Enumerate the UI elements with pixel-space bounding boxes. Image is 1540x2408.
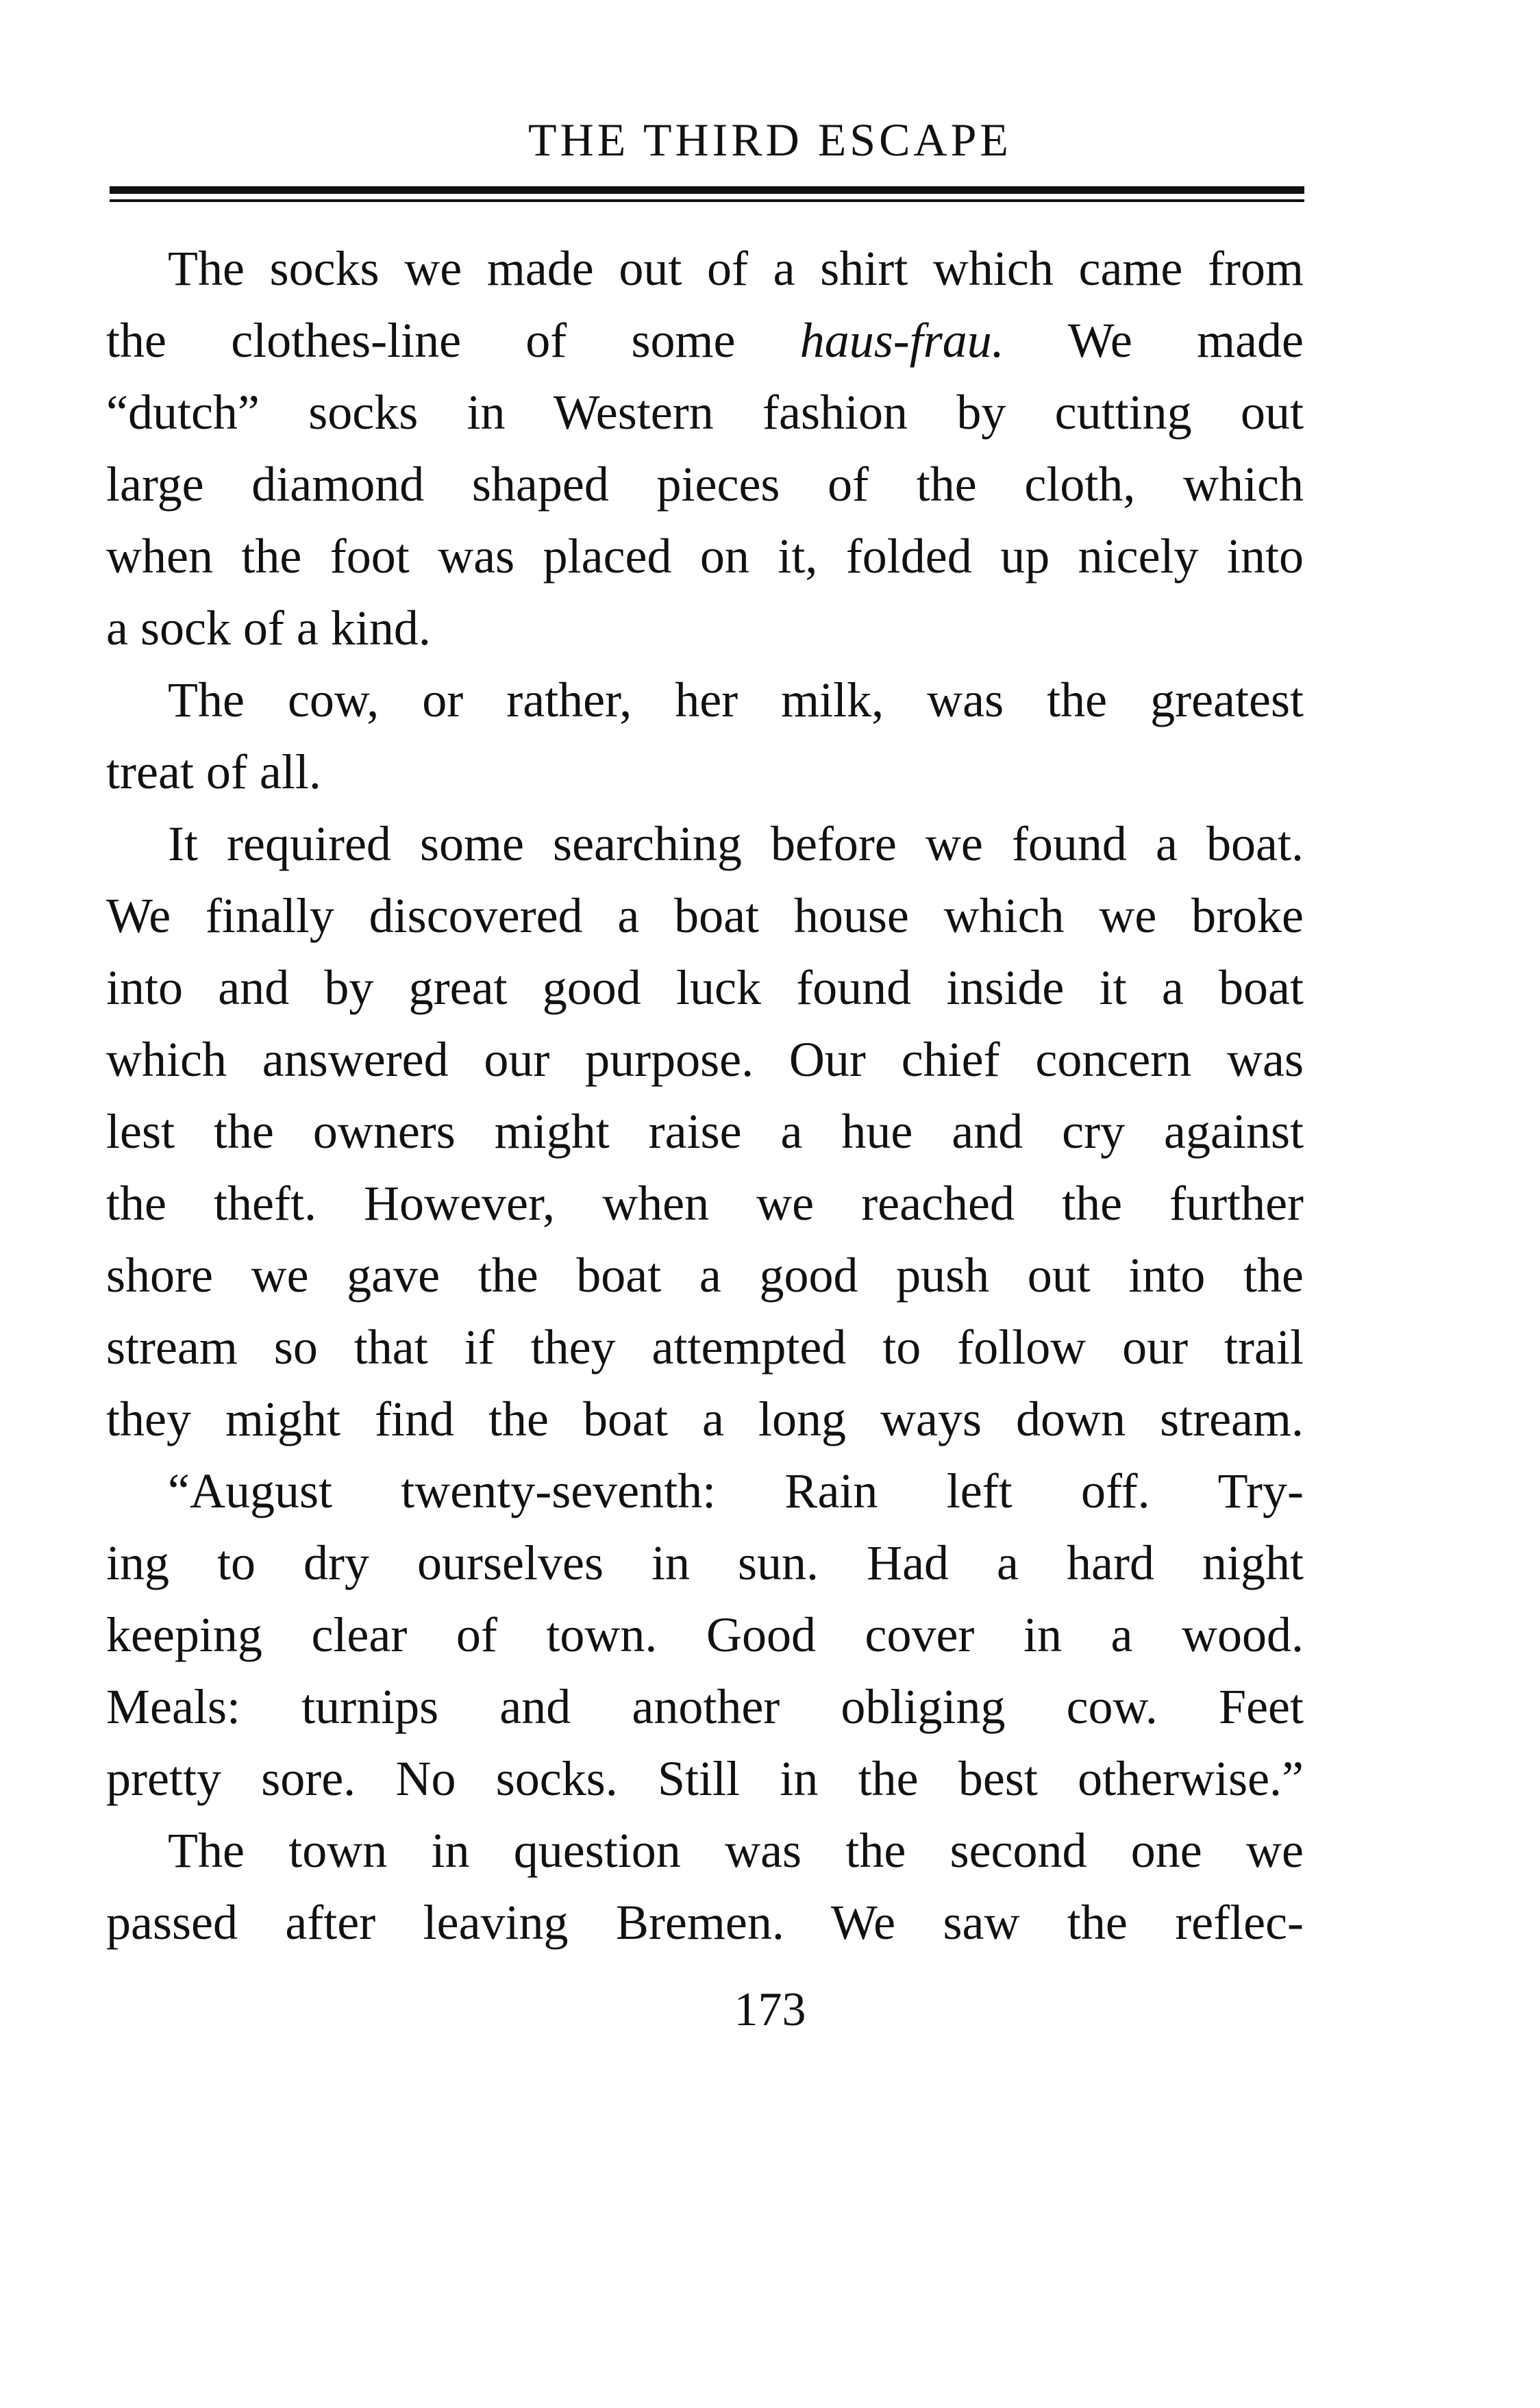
text-line: when the foot was placed on it, folded up nicely into (106, 529, 1304, 584)
text-line-with-italic (106, 305, 1304, 377)
text-line: large diamond shaped pieces of the cloth, which (106, 457, 1304, 512)
text-line: keeping clear of town. Good cover in a wood. (106, 1607, 1304, 1662)
text-line: stream so that if they attempted to follow our trail (106, 1320, 1304, 1375)
text-line: they might find the boat a long ways down stream. (106, 1392, 1304, 1446)
text-line: the theft. However, when we reached the further (106, 1176, 1304, 1231)
header-rule-thin (110, 199, 1304, 202)
text-fragment: the clothes-line of some (106, 313, 800, 368)
text-line: into and by great good luck found inside it a boat (106, 960, 1304, 1015)
text-line: “dutch” socks in Western fashion by cutting out (106, 385, 1304, 440)
text-line: which answered our purpose. Our chief concern was (106, 1032, 1304, 1087)
page-number: 173 (734, 1983, 806, 2036)
text-line: treat of all. (106, 744, 321, 799)
italic-term: haus-frau. (799, 313, 1004, 368)
header-rule-thick (110, 186, 1304, 194)
text-line: The socks we made out of a shirt which came from (168, 241, 1304, 296)
text-line: a sock of a kind. (106, 601, 431, 655)
text-line: The cow, or rather, her milk, was the greatest (168, 673, 1304, 727)
text-line: “August twenty-seventh: Rain left off. Try- (168, 1464, 1304, 1518)
text-line: ing to dry ourselves in sun. Had a hard night (106, 1535, 1304, 1590)
text-line: We finally discovered a boat house which we broke (106, 888, 1304, 943)
text-line: Meals: turnips and another obliging cow. Feet (106, 1679, 1304, 1734)
body-text (106, 233, 1304, 1959)
text-fragment: We made (1004, 313, 1304, 368)
text-line: It required some searching before we found a boat. (168, 816, 1304, 871)
text-line: passed after leaving Bremen. We saw the reflec- (106, 1895, 1304, 1950)
running-head: THE THIRD ESCAPE (528, 114, 1012, 166)
text-line: The town in question was the second one we (168, 1823, 1304, 1878)
text-line: lest the owners might raise a hue and cry against (106, 1104, 1304, 1159)
text-line: shore we gave the boat a good push out into the (106, 1248, 1304, 1303)
text-line: pretty sore. No socks. Still in the best otherwise.” (106, 1751, 1304, 1806)
